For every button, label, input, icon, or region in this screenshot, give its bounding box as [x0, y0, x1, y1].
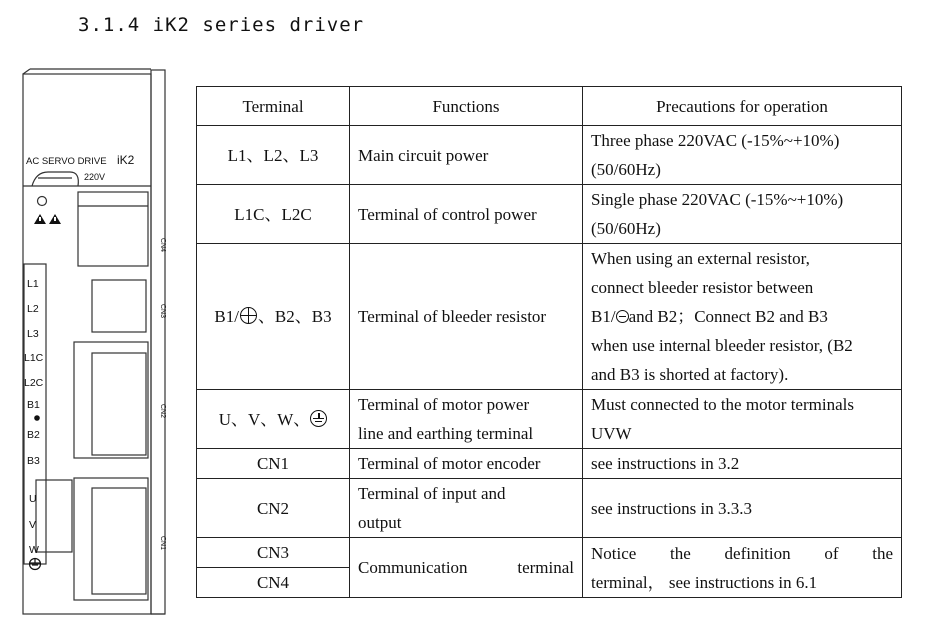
cell-precaution: [583, 126, 902, 185]
precaution-line: When using an external resistor,: [591, 249, 810, 268]
table-row: [197, 126, 902, 185]
precaution-text: and B2；Connect B2 and B3: [628, 307, 828, 326]
drive-label-voltage: 220V: [84, 172, 106, 182]
cell-terminal: CN4: [197, 568, 350, 598]
cell-terminal: L1C、L2C: [197, 185, 350, 244]
table-row: [197, 185, 902, 244]
connector-label-cn1: CN1: [159, 536, 166, 551]
precaution-line: connect bleeder resistor between: [591, 278, 814, 297]
table-row: [197, 244, 902, 390]
connector-label-cn2: CN2: [159, 404, 166, 419]
terminal-label-v: V: [29, 519, 37, 531]
connector-label-cn3: CN3: [159, 304, 166, 319]
header-precautions: Precautions for operation: [583, 87, 902, 126]
section-heading: 3.1.4 iK2 series driver: [78, 14, 365, 36]
cell-terminal: L1、L2、L3: [197, 126, 350, 185]
cell-function: Main circuit power: [350, 126, 583, 185]
precaution-line: (50/60Hz): [591, 160, 661, 179]
cell-precaution: see instructions in 3.3.3: [583, 479, 902, 538]
cell-precaution: [583, 538, 902, 598]
function-line: Terminal of input and: [358, 484, 506, 503]
cell-terminal: [197, 390, 350, 449]
header-terminal: Terminal: [197, 87, 350, 126]
function-line: line and earthing terminal: [358, 424, 534, 443]
cell-function: [350, 479, 583, 538]
drive-outline: [22, 68, 170, 616]
cell-function: Terminal of control power: [350, 185, 583, 244]
terminal-label-b3: B3: [27, 455, 40, 467]
cell-function: [350, 538, 583, 598]
servo-drive-diagram: [22, 68, 170, 616]
cell-terminal: CN1: [197, 449, 350, 479]
circle-plus-icon: [240, 307, 257, 324]
terminal-text: B1/: [214, 307, 239, 326]
table-row: [197, 390, 902, 449]
precaution-line: Three phase 220VAC (-15%~+10%): [591, 131, 840, 150]
terminal-label-l2: L2: [27, 303, 39, 315]
terminal-label-l1c: L1C: [24, 352, 44, 364]
cell-function: Terminal of bleeder resistor: [350, 244, 583, 390]
precaution-line: terminal， see instructions in 6.1: [591, 572, 818, 592]
cell-precaution: [583, 185, 902, 244]
connector-label-cn4: CN4: [159, 238, 166, 253]
precaution-text: B1/: [591, 307, 616, 326]
terminal-label-l3: L3: [27, 328, 39, 340]
table-row: [197, 479, 902, 538]
table-row: [197, 538, 902, 568]
table-row: [197, 449, 902, 479]
drive-label-model: iK2: [117, 153, 135, 167]
circle-minus-icon: [616, 310, 629, 323]
precaution-line: (50/60Hz): [591, 219, 661, 238]
terminal-label-w: W: [29, 544, 39, 556]
cell-precaution: [583, 244, 902, 390]
terminal-label-l1: L1: [27, 278, 39, 290]
terminal-label-u: U: [29, 493, 37, 505]
cell-terminal: CN2: [197, 479, 350, 538]
precaution-line: UVW: [591, 424, 632, 443]
precaution-line: and B3 is shorted at factory).: [591, 365, 789, 384]
function-line: Communication terminal: [358, 558, 574, 577]
terminal-label-b1: B1: [27, 399, 40, 411]
terminal-label-b2: B2: [27, 429, 40, 441]
precaution-line: Must connected to the motor terminals: [591, 395, 854, 414]
function-line: Terminal of motor power: [358, 395, 530, 414]
terminal-text: U、V、W、: [218, 409, 311, 429]
ground-icon: [310, 410, 327, 427]
cell-precaution: [583, 390, 902, 449]
precaution-line: when use internal bleeder resistor, (B2: [591, 336, 853, 355]
drive-label-left: AC SERVO DRIVE: [26, 156, 107, 167]
header-functions: Functions: [350, 87, 583, 126]
terminal-text: 、B2、B3: [257, 307, 332, 326]
terminal-label-l2c: L2C: [24, 377, 44, 389]
cell-function: Terminal of motor encoder: [350, 449, 583, 479]
cell-terminal: [197, 244, 350, 390]
precaution-line: [591, 302, 893, 331]
terminal-spec-table: [196, 86, 902, 598]
cell-function: [350, 390, 583, 449]
cell-terminal: CN3: [197, 538, 350, 568]
table-header-row: [197, 87, 902, 126]
precaution-line: Notice the definition of the: [591, 543, 893, 563]
cell-precaution: see instructions in 3.2: [583, 449, 902, 479]
precaution-line: Single phase 220VAC (-15%~+10%): [591, 190, 844, 209]
function-line: output: [358, 513, 402, 532]
